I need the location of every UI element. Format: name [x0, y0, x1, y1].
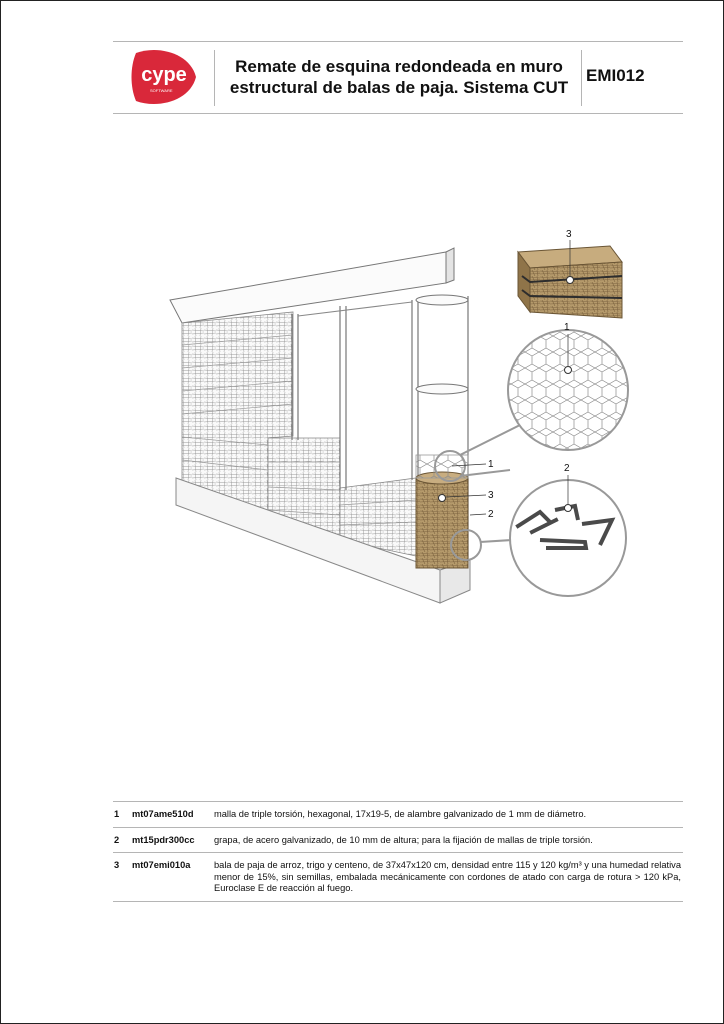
callout-wall-3: 3 [488, 490, 494, 501]
callout-bale-3: 3 [566, 229, 572, 240]
callout-mesh-1: 1 [564, 322, 570, 333]
page-title [218, 56, 580, 98]
callout-staple-2: 2 [564, 463, 570, 474]
construction-illustration [160, 225, 640, 610]
row-description: grapa, de acero galvanizado, de 10 mm de altura; para la fijación de mallas de triple torsión. [214, 834, 593, 845]
logo-text: cype [141, 64, 187, 86]
table-row [113, 801, 683, 827]
cype-logo [128, 47, 198, 107]
row-number: 3 [114, 860, 120, 870]
document-code: EMI012 [586, 66, 645, 85]
rounded-corner-bale [416, 455, 468, 568]
straw-bale-detail [518, 240, 622, 318]
row-code: mt07ame510d [132, 809, 194, 819]
table-row [113, 852, 683, 902]
components-table [113, 801, 683, 902]
header-bottom-rule [113, 113, 683, 114]
mesh-detail-circle [508, 330, 628, 450]
header-top-rule [113, 41, 683, 42]
callout-wall-1: 1 [488, 459, 494, 470]
row-code: mt07emi010a [132, 860, 191, 870]
row-description: bala de paja de arroz, trigo y centeno, de 37x47x120 cm, densidad entre 115 y 120 kg/m³ y una humedad relativa menor de 15%, sin semillas, embalada mecánicamente con cordones de atado con carga de rotura > 120 kPa, Euroclase E de reacción al fuego. [214, 860, 681, 893]
callout-wall-2: 2 [488, 509, 494, 520]
row-number: 1 [114, 809, 120, 819]
row-number: 2 [114, 834, 120, 845]
table-row [113, 827, 683, 853]
title-line-1: Remate de esquina redondeada en muro [235, 57, 563, 76]
header-separator [214, 50, 215, 106]
row-code: mt15pdr300cc [132, 834, 195, 845]
header-separator [581, 50, 582, 106]
row-description: malla de triple torsión, hexagonal, 17x19-5, de alambre galvanizado de 1 mm de diámetro. [214, 809, 587, 819]
logo-subtext: SOFTWARE [150, 88, 173, 93]
title-line-2: estructural de balas de paja. Sistema CUT [229, 78, 569, 97]
staples-detail-circle [510, 475, 626, 596]
